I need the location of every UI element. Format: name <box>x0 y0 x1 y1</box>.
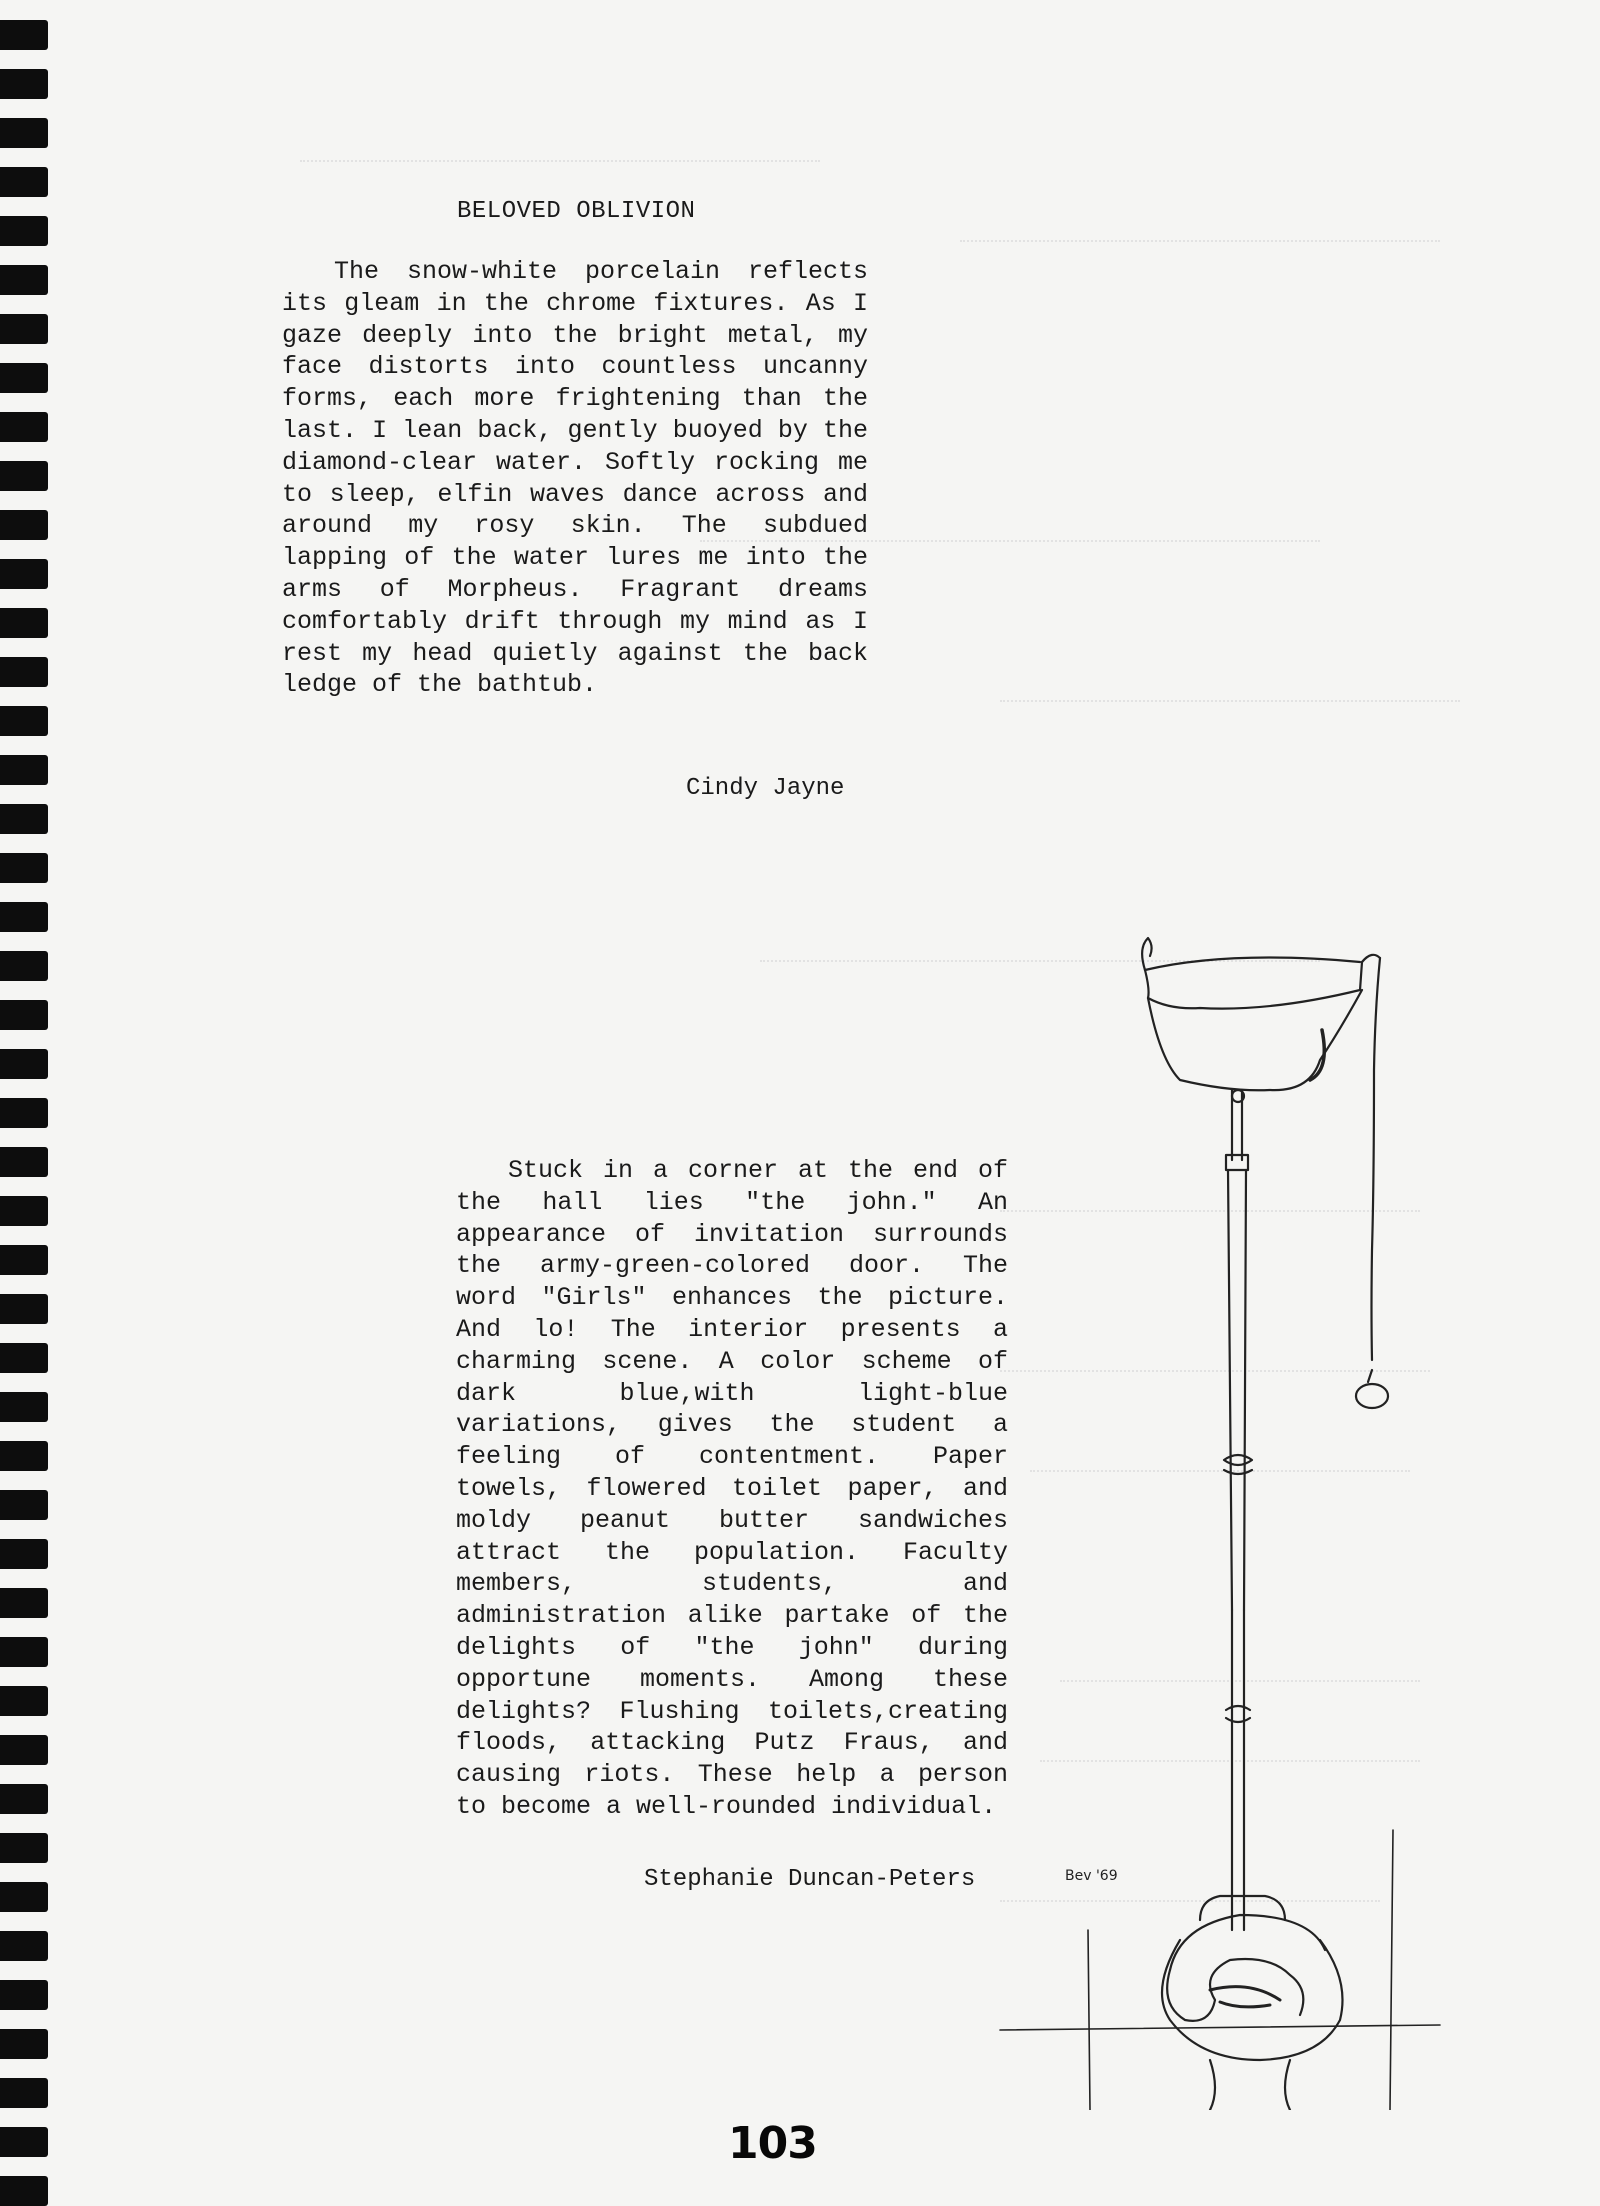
bleed-through-line <box>960 240 1440 252</box>
toilet-illustration <box>970 930 1470 2110</box>
article-title: BELOVED OBLIVION <box>457 198 696 225</box>
article-paragraph: Stuck in a corner at the end of the hall lies "the john." An appearance of invitation surrounds the army-green-colored door. The word "Girls" enhances the picture. And lo! The interior presents a charming scene. A color scheme of dark blue,with light-blue variations, gives the student a feeling of contentment. Paper towels, flowered toilet paper, and moldy peanut butter sandwiches attract the population. Faculty members, students, and administration alike partake of the delights of "the john" during opportune moments. Among these delights? Flushing toilets,creating floods, attacking Putz Fraus, and causing riots. These help a person to become a well-rounded individual. <box>456 1156 1008 1821</box>
article-body-the-john <box>456 1155 1008 1823</box>
page-number: 103 <box>728 2118 817 2169</box>
artist-signature: Bev '69 <box>1065 1868 1118 1884</box>
article-body-beloved-oblivion <box>282 256 868 701</box>
article-paragraph: The snow-white porcelain reflects its gleam in the chrome fixtures. As I gaze deeply into the bright metal, my face distorts into countless uncanny forms, each more frightening than the last. I lean back, gently buoyed by the diamond-clear water. Softly rocking me to sleep, elfin waves dance across and around my rosy skin. The subdued lapping of the water lures me into the arms of Morpheus. Fragrant dreams comfortably drift through my mind as I rest my head quietly against the back ledge of the bathtub. <box>282 257 868 700</box>
bleed-through-line <box>1000 700 1460 712</box>
bleed-through-line <box>300 160 820 172</box>
author-byline: Cindy Jayne <box>686 775 845 802</box>
author-byline: Stephanie Duncan-Peters <box>644 1866 976 1893</box>
